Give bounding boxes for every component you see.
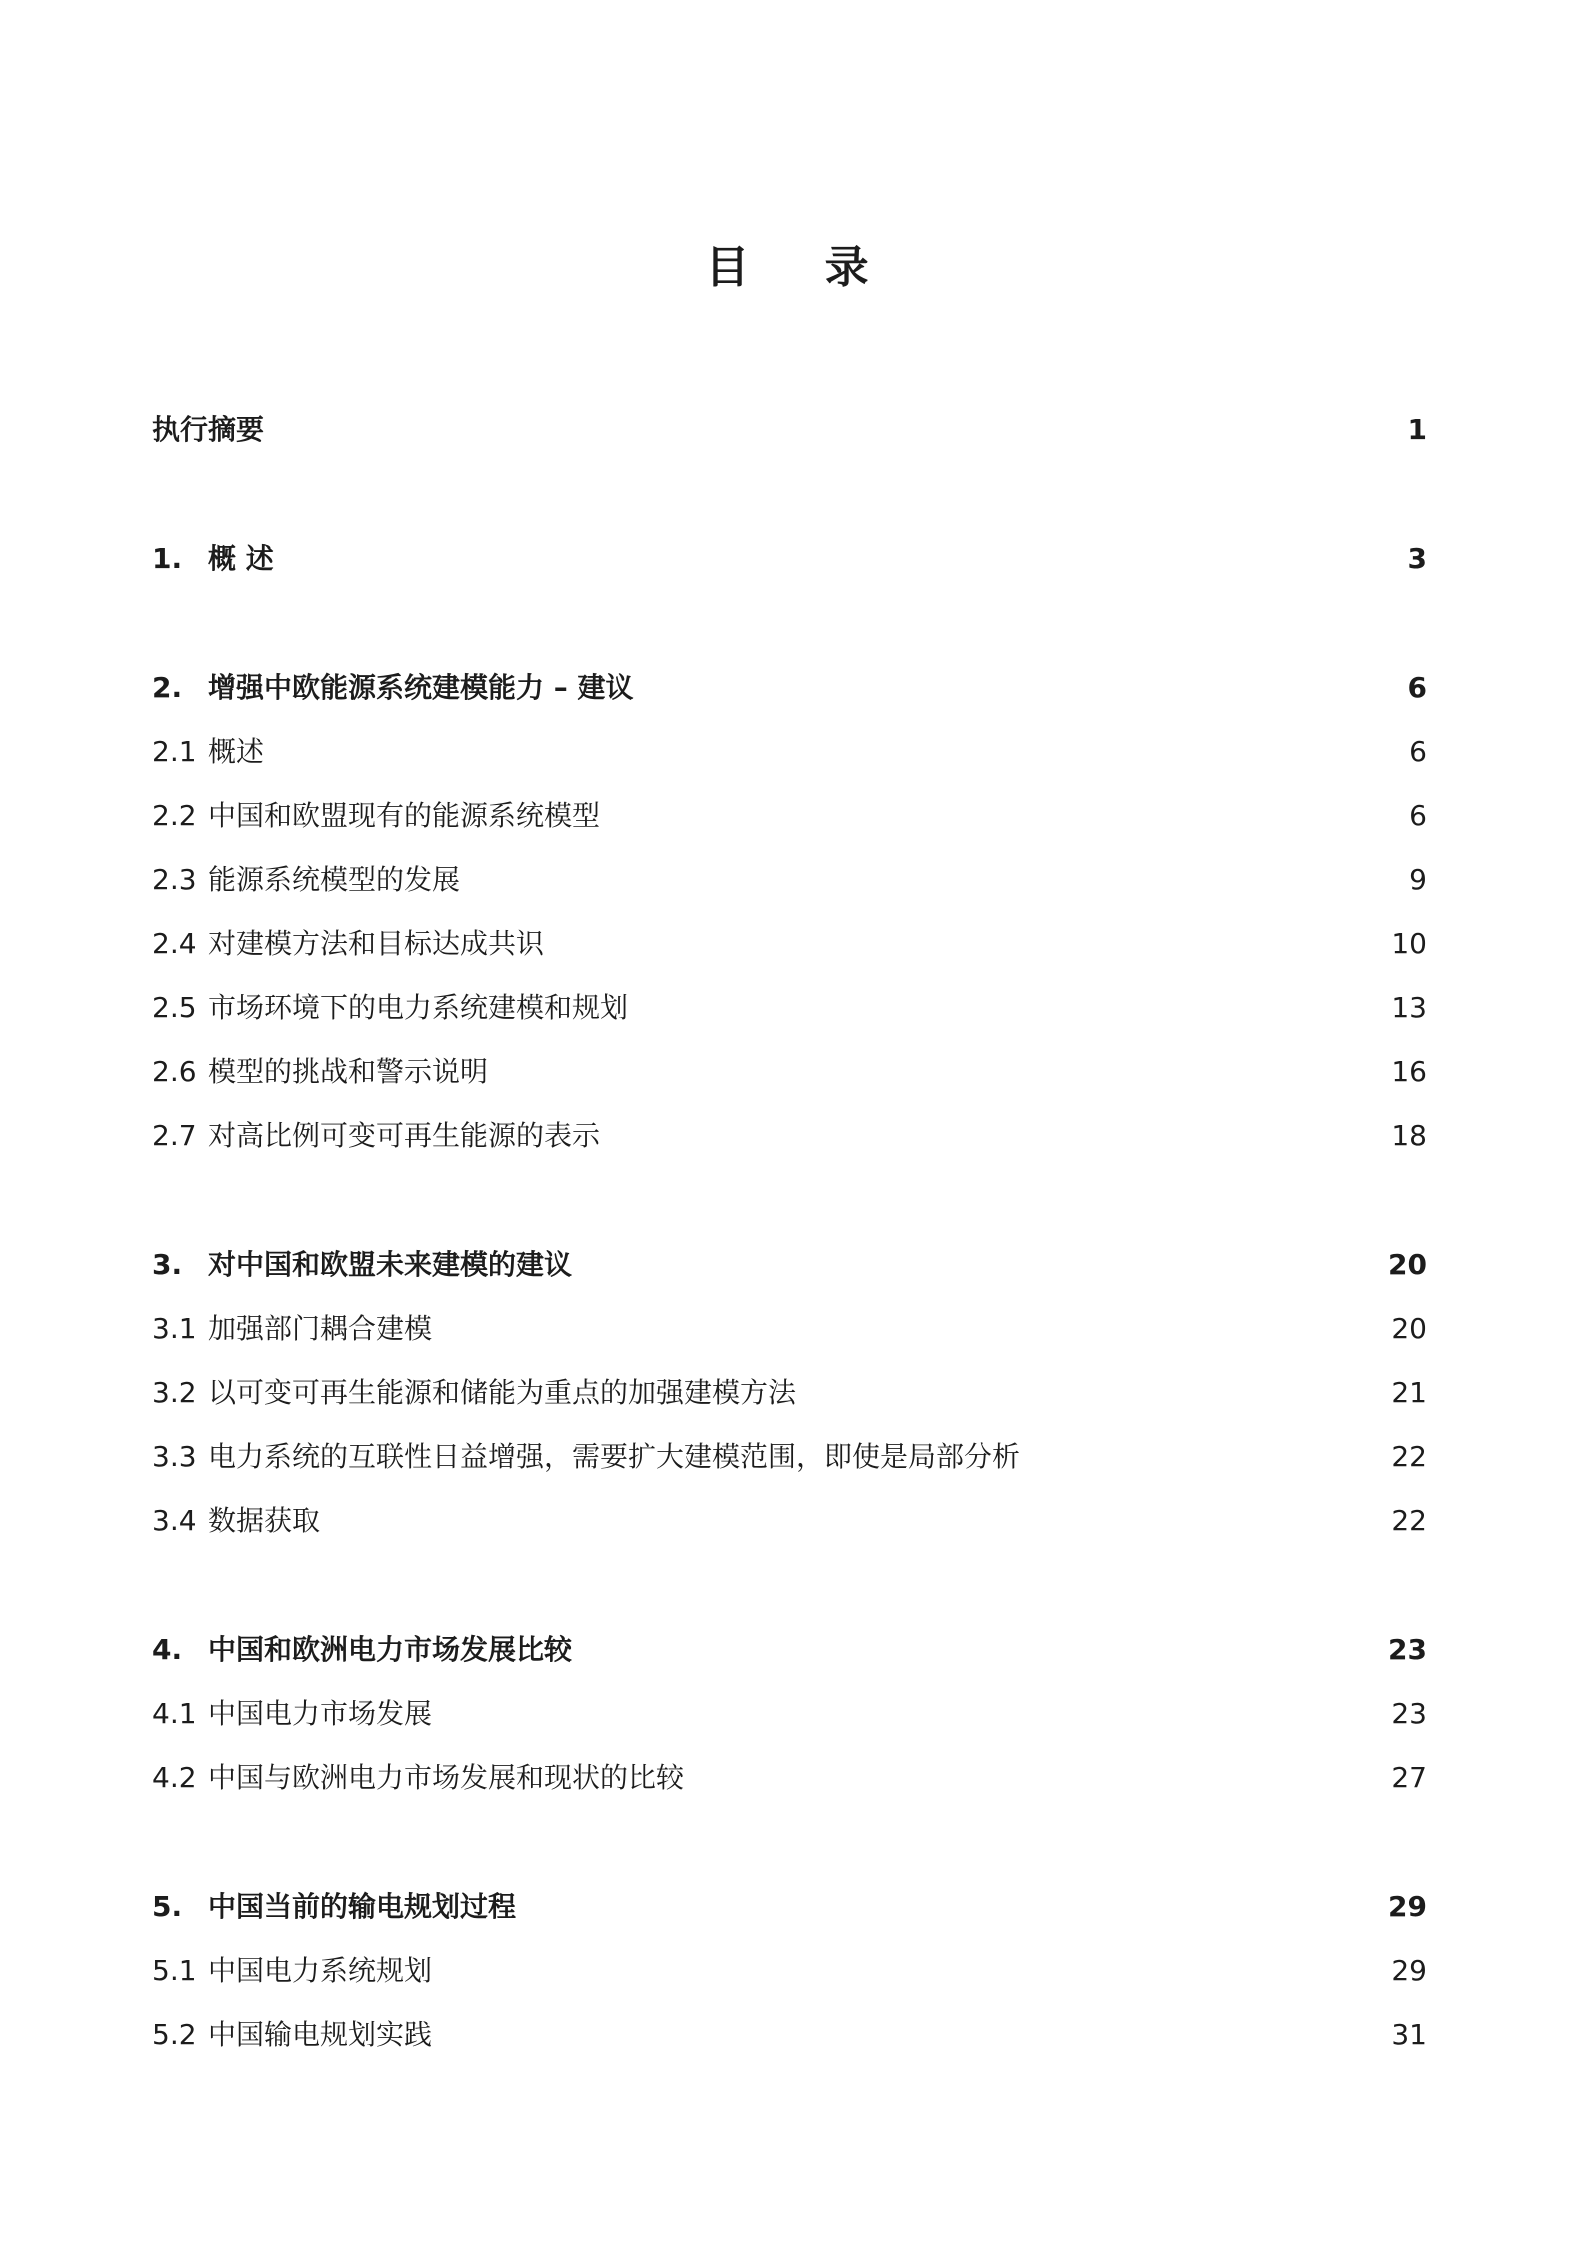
toc-entry-page-number: 29 bbox=[1391, 1954, 1427, 1987]
toc-section-row[interactable] bbox=[152, 527, 1427, 591]
toc-entry-label: 执行摘要 bbox=[152, 413, 265, 446]
toc-entry-label: 能源系统模型的发展 bbox=[208, 863, 461, 896]
toc-entry-page-number: 6 bbox=[1409, 799, 1427, 832]
toc-entry-label: 市场环境下的电力系统建模和规划 bbox=[208, 991, 629, 1024]
toc-subsection-row[interactable] bbox=[152, 1297, 1427, 1361]
toc-entry-label: 概述 bbox=[208, 735, 265, 768]
toc-entry-number: 4.1 bbox=[152, 1697, 197, 1730]
toc-subsection-row[interactable] bbox=[152, 1040, 1427, 1104]
toc-entry-number: 3.2 bbox=[152, 1376, 197, 1409]
toc-entry-number: 5.1 bbox=[152, 1954, 197, 1987]
toc-subsection-row[interactable] bbox=[152, 720, 1427, 784]
toc-entry-number: 5. bbox=[152, 1890, 183, 1923]
section-spacer bbox=[152, 1810, 1427, 1875]
toc-entry-number: 3. bbox=[152, 1248, 183, 1281]
toc-entry-number: 3.4 bbox=[152, 1504, 197, 1537]
toc-entry-number: 2.1 bbox=[152, 735, 197, 768]
toc-section-row[interactable] bbox=[152, 398, 1427, 462]
toc-subsection-row[interactable] bbox=[152, 1425, 1427, 1489]
toc-subsection-row[interactable] bbox=[152, 1682, 1427, 1746]
toc-entry-label: 加强部门耦合建模 bbox=[208, 1312, 433, 1345]
toc-entry-number: 2.4 bbox=[152, 927, 197, 960]
toc-entry-page-number: 13 bbox=[1391, 991, 1427, 1024]
toc-entry-page-number: 22 bbox=[1391, 1504, 1427, 1537]
toc-entry-label: 增强中欧能源系统建模能力 – 建议 bbox=[208, 671, 634, 704]
toc-entry-page-number: 18 bbox=[1391, 1119, 1427, 1152]
toc-section-row[interactable] bbox=[152, 1618, 1427, 1682]
toc-entry-page-number: 21 bbox=[1391, 1376, 1427, 1409]
toc-subsection-row[interactable] bbox=[152, 784, 1427, 848]
toc-entry-label: 对高比例可变可再生能源的表示 bbox=[208, 1119, 601, 1152]
toc-entry-label: 对中国和欧盟未来建模的建议 bbox=[208, 1248, 573, 1281]
toc-entry-label: 中国和欧洲电力市场发展比较 bbox=[208, 1633, 573, 1666]
toc-entry-label: 中国电力市场发展 bbox=[208, 1697, 433, 1730]
toc-entry-page-number: 22 bbox=[1391, 1440, 1427, 1473]
toc-entry-label: 模型的挑战和警示说明 bbox=[208, 1055, 489, 1088]
toc-subsection-row[interactable] bbox=[152, 1746, 1427, 1810]
toc-entry-number: 2.6 bbox=[152, 1055, 197, 1088]
toc-entry-number: 2. bbox=[152, 671, 183, 704]
toc-entry-page-number: 10 bbox=[1391, 927, 1427, 960]
toc-subsection-row[interactable] bbox=[152, 1939, 1427, 2003]
toc-subsection-row[interactable] bbox=[152, 1489, 1427, 1553]
toc-entry-number: 3.1 bbox=[152, 1312, 197, 1345]
table-of-contents bbox=[152, 398, 1427, 2067]
section-spacer bbox=[152, 462, 1427, 527]
toc-entry-page-number: 23 bbox=[1391, 1697, 1427, 1730]
toc-entry-label: 电力系统的互联性日益增强，需要扩大建模范围，即使是局部分析 bbox=[208, 1440, 1021, 1473]
toc-entry-number: 4.2 bbox=[152, 1761, 197, 1794]
toc-entry-page-number: 6 bbox=[1407, 671, 1427, 704]
toc-entry-number: 3.3 bbox=[152, 1440, 197, 1473]
toc-entry-page-number: 9 bbox=[1409, 863, 1427, 896]
toc-entry-number: 2.3 bbox=[152, 863, 197, 896]
toc-entry-number: 1. bbox=[152, 542, 183, 575]
toc-entry-label: 对建模方法和目标达成共识 bbox=[208, 927, 545, 960]
page-title: 目 录 bbox=[705, 242, 899, 293]
toc-entry-number: 2.7 bbox=[152, 1119, 197, 1152]
toc-entry-number: 2.2 bbox=[152, 799, 197, 832]
toc-entry-label: 中国与欧洲电力市场发展和现状的比较 bbox=[208, 1761, 685, 1794]
toc-entry-label: 中国输电规划实践 bbox=[208, 2018, 433, 2051]
toc-entry-label: 以可变可再生能源和储能为重点的加强建模方法 bbox=[208, 1376, 797, 1409]
toc-entry-label: 中国电力系统规划 bbox=[208, 1954, 433, 1987]
toc-entry-page-number: 16 bbox=[1391, 1055, 1427, 1088]
toc-subsection-row[interactable] bbox=[152, 1104, 1427, 1168]
toc-section-row[interactable] bbox=[152, 1233, 1427, 1297]
section-spacer bbox=[152, 591, 1427, 656]
toc-entry-label: 中国和欧盟现有的能源系统模型 bbox=[208, 799, 601, 832]
toc-entry-number: 2.5 bbox=[152, 991, 197, 1024]
toc-entry-page-number: 31 bbox=[1391, 2018, 1427, 2051]
toc-entry-page-number: 29 bbox=[1388, 1890, 1427, 1923]
toc-entry-page-number: 6 bbox=[1409, 735, 1427, 768]
toc-subsection-row[interactable] bbox=[152, 912, 1427, 976]
toc-entry-page-number: 3 bbox=[1407, 542, 1427, 575]
toc-subsection-row[interactable] bbox=[152, 2003, 1427, 2067]
section-spacer bbox=[152, 1553, 1427, 1618]
toc-subsection-row[interactable] bbox=[152, 976, 1427, 1040]
toc-subsection-row[interactable] bbox=[152, 848, 1427, 912]
toc-entry-label: 概 述 bbox=[208, 542, 274, 575]
toc-entry-page-number: 20 bbox=[1388, 1248, 1427, 1281]
toc-entry-number: 4. bbox=[152, 1633, 183, 1666]
toc-entry-page-number: 27 bbox=[1391, 1761, 1427, 1794]
toc-entry-page-number: 20 bbox=[1391, 1312, 1427, 1345]
toc-entry-label: 数据获取 bbox=[208, 1504, 321, 1537]
toc-section-row[interactable] bbox=[152, 1875, 1427, 1939]
toc-entry-number: 5.2 bbox=[152, 2018, 197, 2051]
toc-entry-page-number: 1 bbox=[1407, 413, 1427, 446]
toc-subsection-row[interactable] bbox=[152, 1361, 1427, 1425]
section-spacer bbox=[152, 1168, 1427, 1233]
toc-entry-page-number: 23 bbox=[1388, 1633, 1427, 1666]
toc-section-row[interactable] bbox=[152, 656, 1427, 720]
toc-entry-label: 中国当前的输电规划过程 bbox=[208, 1890, 517, 1923]
